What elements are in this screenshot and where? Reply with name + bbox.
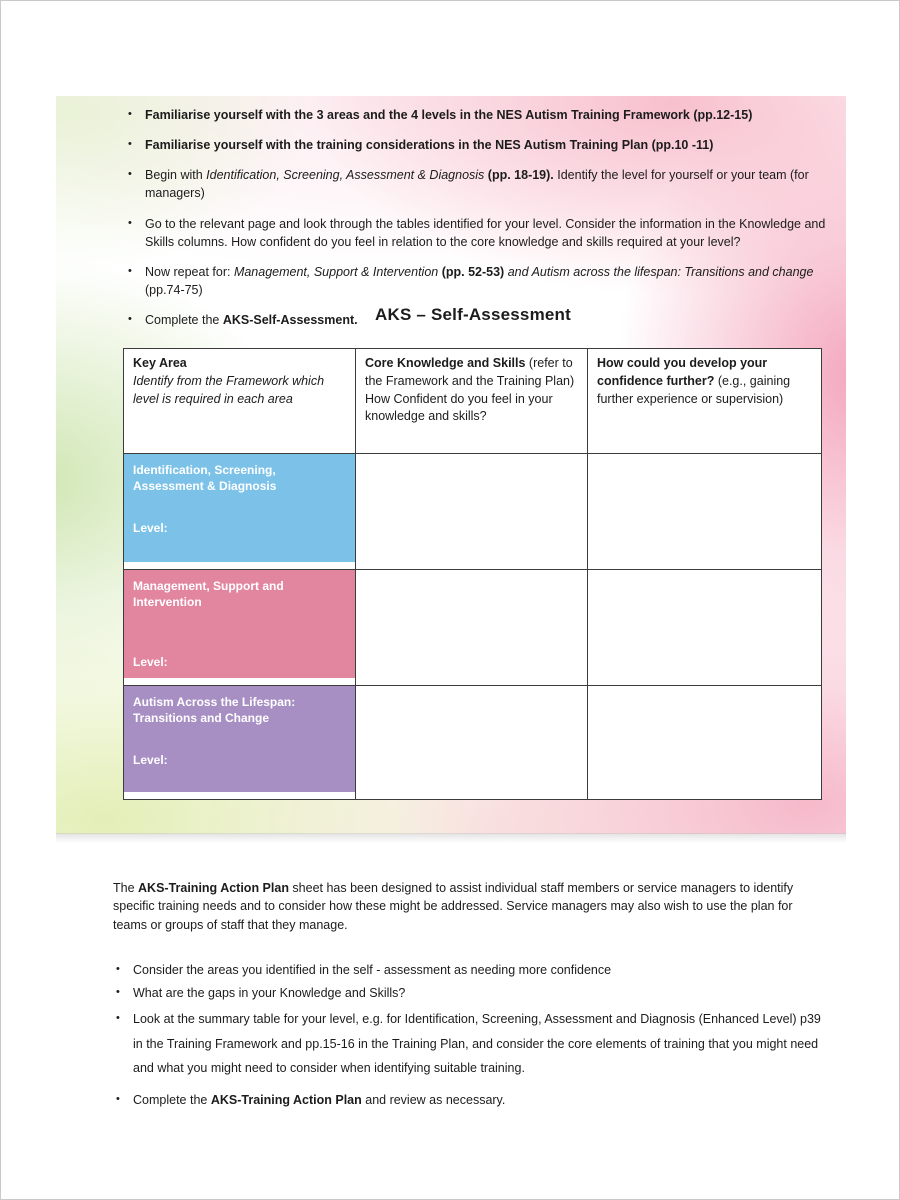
instruction-item: [124, 263, 834, 299]
text-segment: Familiarise yourself with the 3 areas and the 4 levels in the NES Autism Training Framework (pp.12-15): [145, 108, 753, 122]
table-header-row: [124, 349, 822, 454]
text-segment: Begin with: [145, 168, 207, 183]
action-plan-item: [113, 1091, 823, 1109]
text-segment: Identification, Screening, Assessment & Diagnosis: [206, 168, 485, 183]
text-segment: Complete the: [133, 1092, 211, 1107]
text-segment: sheet has been designed to assist individual staff members or service managers to identify specific training needs and to consider how these might be addressed. Service managers may also wish to use the plan for teams or groups of staff that they manage.: [113, 881, 794, 932]
knowledge-cell-empty: [356, 454, 588, 570]
row-label-text: Management, Support and Intervention: [133, 579, 284, 610]
confidence-cell-empty: [588, 570, 822, 686]
text-segment: Identify the level for yourself or your team (for managers): [145, 168, 809, 201]
row-label-fill: [124, 686, 355, 792]
row-label-fill: [124, 570, 355, 678]
text-segment: Complete the: [145, 313, 223, 327]
action-plan-paragraph: [113, 879, 823, 934]
row-label-identification: [124, 454, 356, 570]
text-segment: (pp.74-75): [145, 282, 203, 297]
confidence-cell-empty: [588, 686, 822, 800]
row-label-text: Autism Across the Lifespan: Transitions and Change: [133, 695, 296, 726]
confidence-cell-empty: [588, 454, 822, 570]
text-segment: Consider the areas you identified in the self - assessment as needing more confidence: [133, 963, 612, 978]
develop-confidence-header: [588, 349, 822, 454]
level-label: Level:: [133, 655, 168, 670]
header-title: Core Knowledge and Skills: [365, 356, 526, 370]
text-segment: AKS-Training Action Plan: [138, 881, 289, 895]
action-plan-item: [113, 1007, 823, 1080]
text-segment: and review as necessary.: [361, 1092, 506, 1107]
header-title: Key Area: [133, 356, 187, 370]
text-segment: What are the gaps in your Knowledge and Skills?: [133, 986, 406, 1001]
instruction-item: [124, 136, 834, 154]
text-segment: and Autism across the lifespan: Transitions and change: [507, 264, 814, 279]
header-subtext: Identify from the Framework which level is required in each area: [133, 373, 325, 406]
instruction-item: [124, 215, 834, 251]
row-label-management: [124, 570, 356, 686]
text-segment: AKS-Self-Assessment.: [222, 313, 358, 327]
table-row: [124, 686, 822, 800]
table-row: [124, 570, 822, 686]
text-segment: (pp. 18-19).: [484, 168, 554, 183]
text-segment: Look at the summary table for your level, e.g. for Identification, Screening, Assessment and Diagnosis (Enhanced Level) p39 in the Training Framework and pp.15-16 in the Training Plan, and consider the core elements of training that you might need and what you might need to consider when identifying suitable training.: [133, 1012, 821, 1076]
level-label: Level:: [133, 753, 168, 768]
action-plan-item: [113, 961, 823, 979]
text-segment: Go to the relevant page and look through the tables identified for your level. Consider the information in the Knowledge and Skills columns. How confident do you feel in relation to the core knowledge and skills required at your level?: [145, 216, 826, 249]
text-segment: The: [113, 881, 139, 895]
key-area-header: [124, 349, 356, 454]
level-label: Level:: [133, 521, 168, 536]
action-plan-list: [113, 961, 823, 1109]
instruction-item: [124, 106, 834, 124]
text-segment: Now repeat for:: [145, 264, 234, 279]
text-segment: Management, Support & Intervention: [233, 264, 439, 279]
header-title: How could you develop your confidence further?: [597, 356, 768, 388]
table-row: [124, 454, 822, 570]
action-plan-section: [113, 879, 823, 1114]
action-plan-item: [113, 984, 823, 1002]
knowledge-cell-empty: [356, 570, 588, 686]
row-label-text: Identification, Screening, Assessment & Diagnosis: [133, 463, 277, 494]
knowledge-cell-empty: [356, 686, 588, 800]
header-paren: (refer to the Framework and the Training Plan): [365, 356, 575, 388]
table-title: AKS – Self-Assessment: [375, 305, 571, 324]
knowledge-skills-header: [356, 349, 588, 454]
header-subtext: How Confident do you feel in your knowledge and skills?: [365, 391, 553, 424]
text-segment: Familiarise yourself with the training considerations in the NES Autism Training Plan (pp.10 -11): [145, 138, 714, 153]
watercolor-background: [56, 96, 846, 834]
row-label-fill: [124, 454, 355, 562]
header-paren: (e.g., gaining further experience or supervision): [597, 373, 791, 406]
self-assessment-table: [123, 348, 822, 800]
instruction-item: [124, 166, 834, 202]
text-segment: AKS-Training Action Plan: [210, 1092, 362, 1107]
text-segment: (pp. 52-53): [438, 264, 508, 279]
row-label-lifespan: [124, 686, 356, 800]
